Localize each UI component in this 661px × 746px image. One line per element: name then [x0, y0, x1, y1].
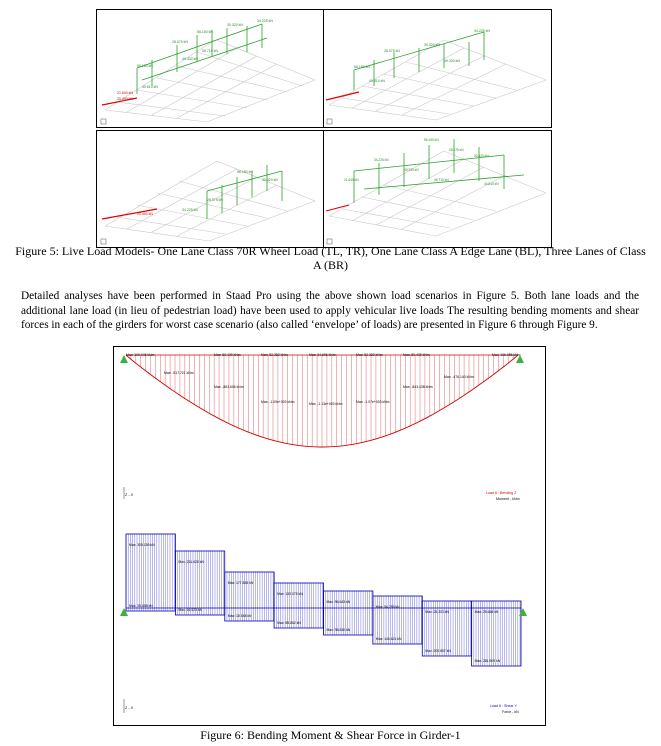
- svg-text:49.330 kN: 49.330 kN: [182, 57, 198, 61]
- axis-triad-label-2: Z→X: [125, 706, 134, 710]
- svg-text:56.150 kN: 56.150 kN: [197, 30, 213, 34]
- svg-text:20.490 kN: 20.490 kN: [117, 97, 133, 101]
- svg-text:28.075 kN: 28.075 kN: [384, 49, 400, 53]
- fig5-panel-tl: [96, 9, 324, 128]
- moment-max-label-low: Max: -1.09e+003 kNm: [261, 400, 295, 404]
- fig5-model-br: [324, 131, 551, 247]
- svg-text:21.640 kN: 21.640 kN: [117, 91, 133, 95]
- shear-max-label-neg: Max: 55.862 kN: [277, 621, 301, 625]
- body-paragraph: Detailed analyses have been performed in Staad Pro using the above shown load scenarios in Figure 5. Both lane loads and the additional lane load (in lieu of pedestrian load) have been used to apply vehicular live loads The resulting bending moments and shear forces in each of the girders for worst case scenario (also called ‘envelope’ of loads) are presented in Figure 6 through Figure 9.: [21, 290, 639, 331]
- axis-triad-label: Z→X: [125, 493, 134, 497]
- shear-legend-unit: Force - kN: [502, 710, 519, 714]
- svg-text:20.490 kN: 20.490 kN: [137, 212, 153, 216]
- moment-max-label-top: Max: 34.696 kNm: [309, 353, 336, 357]
- fig5-panel-tr: [323, 9, 552, 128]
- shear-max-label-neg: Max: 281.909 kN: [474, 659, 501, 663]
- shear-max-label-neg: Max: 146.621 kN: [375, 637, 402, 641]
- shear-max-label-pos: Max: 96.643 kN: [326, 600, 351, 604]
- shear-max-label-pos: Max: 177.858 kN: [227, 581, 254, 585]
- figure6-frame: [113, 346, 546, 726]
- shear-max-label-pos: Max: 25.658 kN: [474, 610, 499, 614]
- shear-left-support-icon: [120, 608, 128, 616]
- svg-text:35.710 kN: 35.710 kN: [434, 178, 449, 182]
- moment-max-label-top: Max: 52.382 kNm: [356, 353, 383, 357]
- svg-text:34.225 kN: 34.225 kN: [374, 158, 389, 162]
- svg-text:35.710 kN: 35.710 kN: [202, 49, 218, 53]
- svg-text:49.330 kN: 49.330 kN: [404, 168, 419, 172]
- svg-text:30.320 kN: 30.320 kN: [227, 23, 243, 27]
- shear-max-label-pos: Max: 54.255 kN: [375, 605, 400, 609]
- shear-max-label-neg: Max: 209.857 kN: [425, 649, 451, 653]
- shear-max-label-pos: Max: 305.159 kN: [129, 543, 155, 547]
- svg-text:56.150 kN: 56.150 kN: [424, 138, 439, 142]
- fig5-model-tr: [324, 10, 551, 127]
- shear-max-label-neg: Max: 25.658 kN: [129, 604, 153, 608]
- moment-legend-title: Load 6 : Bending Z: [486, 491, 517, 495]
- figure5-caption: Figure 5: Live Load Models- One Lane Class 70R Wheel Load (TL, TR), One Lane Class A Edge Lane (BL), Three Lanes of Class A (BR): [15, 244, 646, 272]
- moment-max-label-top: Max: 80.439 kNm: [403, 353, 430, 357]
- figure6-caption: Figure 6: Bending Moment & Shear Force in Girder-1: [200, 728, 461, 742]
- svg-text:40.810 kN: 40.810 kN: [369, 79, 385, 83]
- svg-text:28.075 kN: 28.075 kN: [207, 198, 223, 202]
- svg-text:30.320 kN: 30.320 kN: [474, 154, 489, 158]
- moment-max-label-top: Max: 80.439 kNm: [214, 353, 241, 357]
- svg-text:30.320 kN: 30.320 kN: [424, 43, 440, 47]
- fig5-panel-bl: [96, 130, 324, 248]
- fig5-panel-br: [323, 130, 552, 248]
- shear-legend-title: Load 6 : Shear Y: [490, 704, 517, 708]
- svg-text:56.150 kN: 56.150 kN: [137, 64, 153, 68]
- svg-text:34.225 kN: 34.225 kN: [474, 29, 490, 33]
- svg-text:40.810 kN: 40.810 kN: [142, 85, 158, 89]
- moment-max-label-low: Max: -1.13e+003 kNm: [309, 402, 343, 406]
- svg-text:21.640 kN: 21.640 kN: [344, 178, 359, 182]
- moment-max-label-top: Max: 106.045 kNm: [126, 353, 155, 357]
- moment-legend-unit: Moment - kNm: [496, 497, 520, 501]
- shear-max-label-pos: Max: 25.303 kN: [425, 610, 449, 614]
- svg-text:28.075 kN: 28.075 kN: [449, 148, 464, 152]
- shear-max-label-pos: Max: 133.075 kN: [277, 592, 303, 596]
- moment-max-label-low: Max: -843.438 kNm: [403, 385, 433, 389]
- svg-text:56.150 kN: 56.150 kN: [237, 170, 253, 174]
- svg-text:34.225 kN: 34.225 kN: [257, 19, 273, 23]
- moment-max-label-top: Max: 52.382 kNm: [261, 353, 288, 357]
- svg-text:40.810 kN: 40.810 kN: [484, 182, 499, 186]
- moment-max-label-low: Max: -1.07e+003 kNm: [356, 400, 390, 404]
- moment-hatch: [126, 355, 518, 447]
- moment-max-label-low: Max: -517.721 kNm: [164, 371, 194, 375]
- shear-hatch: [126, 534, 520, 666]
- svg-text:34.225 kN: 34.225 kN: [182, 208, 198, 212]
- svg-text:28.075 kN: 28.075 kN: [172, 40, 188, 44]
- moment-max-label-top: Max: 106.055 kNm: [492, 353, 521, 357]
- svg-text:56.150 kN: 56.150 kN: [354, 65, 370, 69]
- bending-moment-diagram: [114, 347, 545, 725]
- shear-max-label-neg: Max: 98.830 kN: [326, 628, 351, 632]
- shear-max-label-neg: Max: 18.548 kN: [227, 614, 252, 618]
- shear-max-label-pos: Max: 231.628 kN: [178, 560, 205, 564]
- svg-text:30.320 kN: 30.320 kN: [262, 178, 278, 182]
- svg-text:49.330 kN: 49.330 kN: [444, 59, 460, 63]
- moment-max-label-low: Max: -476.140 kNm: [444, 375, 474, 379]
- shear-max-label-neg: Max: 16.523 kN: [178, 608, 203, 612]
- fig5-model-bl: [97, 131, 323, 247]
- moment-max-label-low: Max: -863.606 kNm: [214, 385, 244, 389]
- fig5-model-tl: [97, 10, 323, 127]
